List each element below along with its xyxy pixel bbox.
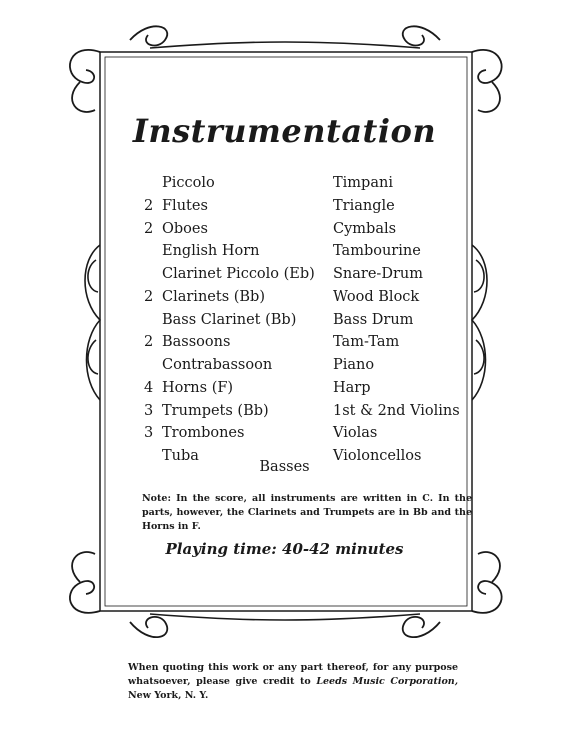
publisher-name: Leeds Music Corporation,	[316, 676, 459, 687]
instrument-row: Triangle	[333, 197, 395, 214]
instrument-row: English Horn	[162, 243, 260, 260]
instrument-row: Bass Drum	[333, 311, 414, 328]
instrument-row: Clarinet Piccolo (Eb)	[162, 266, 315, 282]
basses-label: Basses	[259, 459, 310, 475]
instrument-row: Contrabassoon	[162, 357, 273, 373]
instrument-row: 2 Oboes	[144, 220, 208, 237]
instrument-row: 3 Trumpets (Bb)	[144, 402, 269, 419]
instrument-row: Cymbals	[333, 220, 397, 237]
instrument-row: 3 Trombones	[144, 425, 245, 442]
instrument-row: 4 Horns (F)	[144, 379, 234, 396]
woodwind-brass-list	[144, 172, 315, 468]
swirl-right-side-icon	[472, 245, 487, 400]
instrument-row: Piano	[333, 357, 375, 373]
instrument-row: Timpani	[333, 175, 393, 191]
instrument-row: Harp	[333, 379, 371, 396]
instrument-row: Wood Block	[333, 288, 420, 305]
instrument-row: Violas	[333, 425, 378, 442]
score-note: Note: In the score, all instruments are written in C. In the parts, however, the Clarinets and Trumpets are in Bb and the Horns in F.	[142, 493, 472, 532]
instrument-row: 2 Clarinets (Bb)	[144, 288, 265, 305]
percussion-strings-list	[333, 172, 460, 468]
instrument-row: 1st & 2nd Violins	[333, 402, 460, 419]
instrument-row: Violoncellos	[333, 448, 422, 464]
instrument-row: 2 Bassoons	[144, 334, 231, 351]
instrument-row: Piccolo	[162, 175, 215, 191]
swirl-top-left-icon	[70, 26, 167, 112]
instrument-row: 2 Flutes	[144, 197, 208, 214]
instrument-row: Bass Clarinet (Bb)	[162, 311, 297, 328]
swirl-bottom-right-icon	[403, 552, 502, 637]
page-title: Instrumentation	[132, 112, 437, 150]
instrument-row: Snare-Drum	[333, 266, 423, 282]
swirl-top-right-icon	[403, 26, 502, 112]
credit-notice: When quoting this work or any part thereof, for any purpose whatsoever, please give credit to Leeds Music Corporation, New York, N. Y.	[128, 662, 459, 701]
swirl-bottom-left-icon	[70, 552, 167, 637]
instrument-row: Tam-Tam	[333, 334, 400, 351]
instrument-row: Tuba	[162, 448, 199, 464]
instrument-row: Tambourine	[333, 243, 421, 260]
playing-time: Playing time: 40-42 minutes	[165, 540, 404, 558]
swirl-left-side-icon	[85, 245, 100, 400]
